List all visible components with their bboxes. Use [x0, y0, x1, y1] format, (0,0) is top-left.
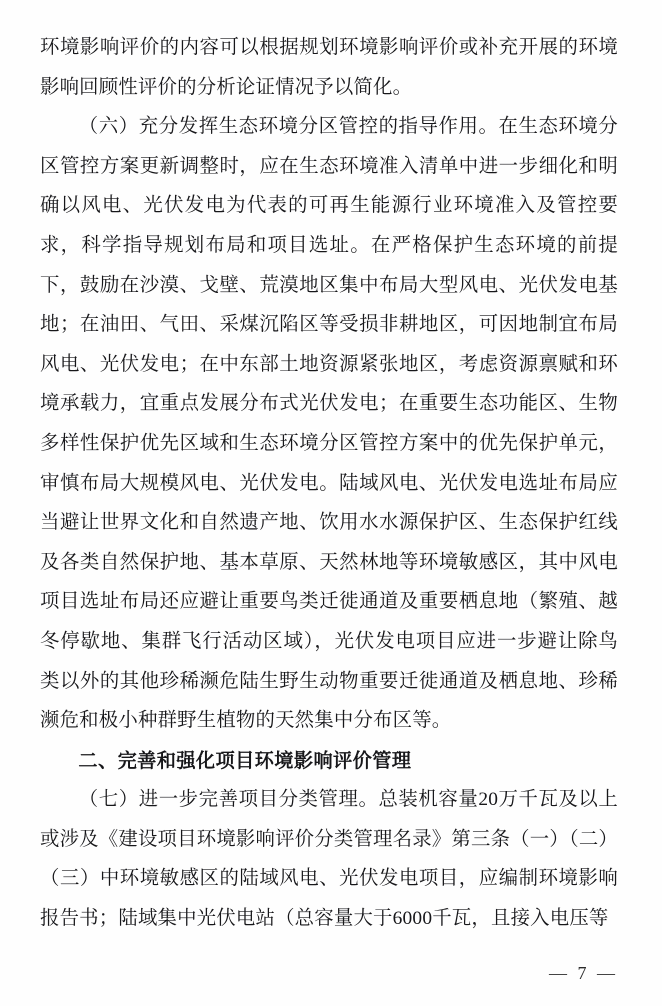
paragraph-item-six: （六）充分发挥生态环境分区管控的指导作用。在生态环境分区管控方案更新调整时，应在生态环境准入清单中进一步细化和明确以风电、光伏发电为代表的可再生能源行业环境准入及管控要求，科学指导规划布局和项目选址。在严格保护生态环境的前提下，鼓励在沙漠、戈壁、荒漠地区集中布局大型风电、光伏发电基地；在油田、气田、采煤沉陷区等受损非耕地区，可因地制宜布局风电、光伏发电；在中东部土地资源紧张地区，考虑资源禀赋和环境承载力，宜重点发展分布式光伏发电；在重要生态功能区、生物多样性保护优先区域和生态环境分区管控方案中的优先保护单元，审慎布局大规模风电、光伏发电。陆域风电、光伏发电选址布局应当避让世界文化和自然遗产地、饮用水水源保护区、生态保护红线及各类自然保护地、基本草原、天然林地等环境敏感区，其中风电项目选址布局还应避让重要鸟类迁徙通道及重要栖息地（繁殖、越冬停歇地、集群飞行活动区域），光伏发电项目应进一步避让除鸟类以外的其他珍稀濒危陆生野生动物重要迁徙通道及栖息地、珍稀濒危和极小种群野生植物的天然集中分布区等。 — [40, 116, 618, 732]
page-number: — 7 — — [549, 963, 618, 983]
paragraph-item-seven: （七）进一步完善项目分类管理。总装机容量20万千瓦及以上或涉及《建设项目环境影响评价分类管理名录》第三条（一）（二）（三）中环境敏感区的陆域风电、光伏发电项目，应编制环境影响报告书；陆域集中光伏电站（总容量大于6000千瓦，且接入电压等 — [40, 789, 619, 930]
document-body — [40, 28, 618, 939]
paragraph-continued: 环境影响评价的内容可以根据规划环境影响评价或补充开展的环境影响回顾性评价的分析论证情况予以简化。 — [40, 37, 618, 98]
section-heading-two: 二、完善和强化项目环境影响评价管理 — [78, 748, 412, 772]
